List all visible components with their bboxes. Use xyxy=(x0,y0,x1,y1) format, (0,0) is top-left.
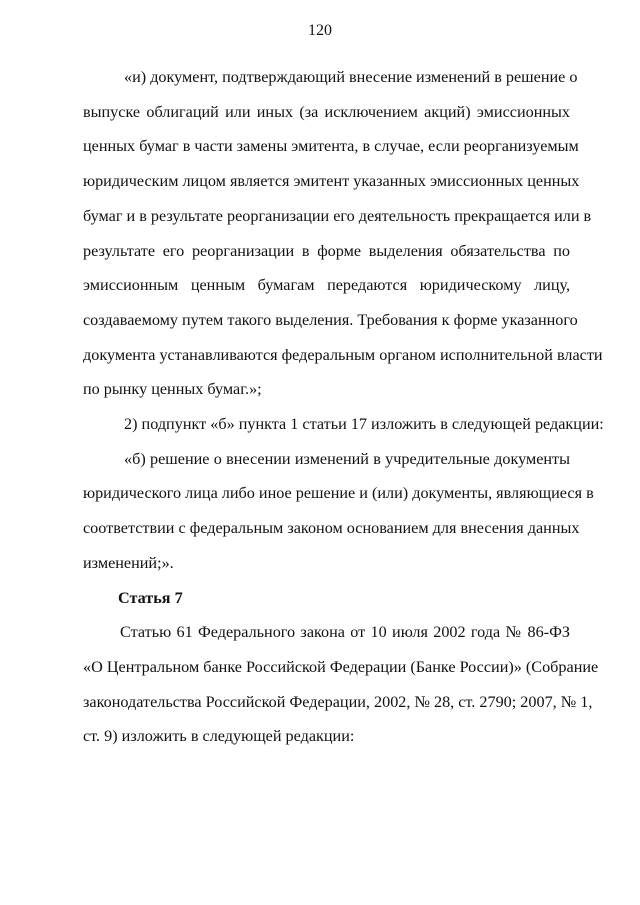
text-line: «и) документ, подтверждающий внесение изменений в решение о xyxy=(124,68,578,86)
article-heading xyxy=(115,581,570,616)
article-title: Статья 7 xyxy=(118,588,183,607)
text-line: юридическим лицом является эмитент указанных эмиссионных ценных xyxy=(83,172,580,191)
text-line: Статью 61 Федерального закона от 10 июля 2002 года № 86-ФЗ xyxy=(120,623,570,642)
text-line: «О Центральном банке Российской Федерации (Банке России)» (Собрание xyxy=(83,657,599,676)
document-body xyxy=(83,60,604,754)
text-line: законодательства Российской Федерации, 2002, № 28, ст. 2790; 2007, № 1, xyxy=(83,692,593,711)
text-line: бумаг и в результате реорганизации его деятельность прекращается или в xyxy=(83,206,592,225)
paragraph-item-b xyxy=(83,442,594,581)
text-line: изменений;». xyxy=(83,553,174,572)
text-line: «б) решение о внесении изменений в учредительные документы xyxy=(124,449,570,468)
text-line: 2) подпункт «б» пункта 1 статьи 17 изложить в следующей редакции: xyxy=(124,415,604,434)
text-line: документа устанавливаются федеральным органом исполнительной власти xyxy=(83,345,603,364)
page-number: 120 xyxy=(308,22,332,39)
text-line: результате его реорганизации в форме выделения обязательства по xyxy=(83,241,570,260)
paragraph-subpoint-2 xyxy=(115,407,604,442)
text-line: ценных бумаг в части замены эмитента, в случае, если реорганизуемым xyxy=(83,137,579,156)
text-line: эмиссионным ценным бумагам передаются юридическому лицу, xyxy=(83,276,570,295)
text-line: выпуске облигаций или иных (за исключением акций) эмиссионных xyxy=(83,102,570,121)
text-line: по рынку ценных бумаг.»; xyxy=(83,380,262,399)
text-line: соответствии с федеральным законом основанием для внесения данных xyxy=(83,519,580,538)
paragraph-article-7 xyxy=(83,615,599,754)
text-line: ст. 9) изложить в следующей редакции: xyxy=(83,727,355,746)
paragraph-item-i xyxy=(83,60,603,407)
text-line: создаваемому путем такого выделения. Требования к форме указанного xyxy=(83,310,578,329)
text-line: юридического лица либо иное решение и (или) документы, являющиеся в xyxy=(83,484,594,503)
